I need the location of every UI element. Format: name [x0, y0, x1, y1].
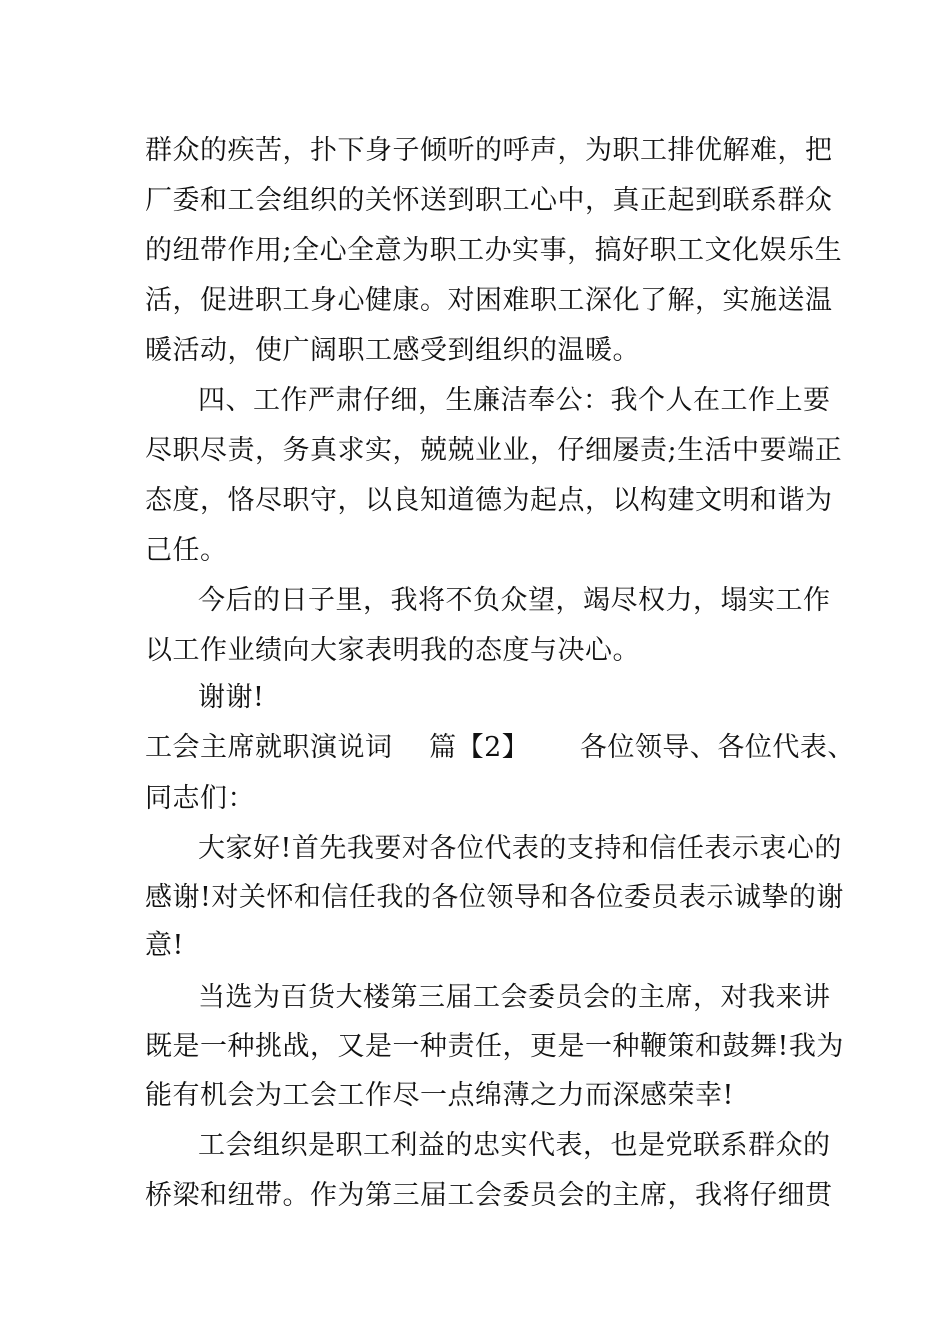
text-line: 既是一种挑战，又是一种责任，更是一种鞭策和鼓舞!我为	[145, 1031, 844, 1062]
thanks-line: 谢谢!	[198, 682, 265, 713]
text-line: 群众的疾苦，扑下身子倾听的呼声，为职工排优解难，把	[145, 135, 833, 166]
text-line: 厂委和工会组织的关怀送到职工心中，真正起到联系群众	[145, 185, 833, 216]
paragraph-start-line: 当选为百货大楼第三届工会委员会的主席，对我来讲	[198, 982, 831, 1013]
text-line: 的纽带作用;全心全意为职工办实事，搞好职工文化娱乐生	[145, 235, 843, 266]
paragraph-start-line: 工会组织是职工利益的忠实代表，也是党联系群众的	[198, 1130, 831, 1161]
text-line: 同志们：	[145, 783, 255, 814]
text-line: 己任。	[145, 535, 228, 566]
text-line: 暖活动，使广阔职工感受到组织的温暖。	[145, 335, 640, 366]
paragraph-start-line: 今后的日子里，我将不负众望，竭尽权力，塌实工作	[198, 585, 831, 616]
section-heading-line: 工会主席就职演说词 篇【2】 各位领导、各位代表、	[145, 732, 855, 763]
text-line: 感谢!对关怀和信任我的各位领导和各位委员表示诚挚的谢	[145, 882, 844, 913]
text-line: 活，促进职工身心健康。对困难职工深化了解，实施送温	[145, 285, 833, 316]
text-line: 态度，恪尽职守，以良知道德为起点，以构建文明和谐为	[145, 485, 833, 516]
paragraph-start-line: 四、工作严肃仔细，生廉洁奉公：我个人在工作上要	[198, 385, 831, 416]
text-line: 以工作业绩向大家表明我的态度与决心。	[145, 635, 640, 666]
text-line: 尽职尽责，务真求实，兢兢业业，仔细屡责;生活中要端正	[145, 435, 843, 466]
paragraph-start-line: 大家好!首先我要对各位代表的支持和信任表示衷心的	[198, 833, 842, 864]
text-line: 意!	[145, 930, 184, 961]
text-line: 桥梁和纽带。作为第三届工会委员会的主席，我将仔细贯	[145, 1180, 833, 1211]
text-line: 能有机会为工会工作尽一点绵薄之力而深感荣幸!	[145, 1080, 734, 1111]
